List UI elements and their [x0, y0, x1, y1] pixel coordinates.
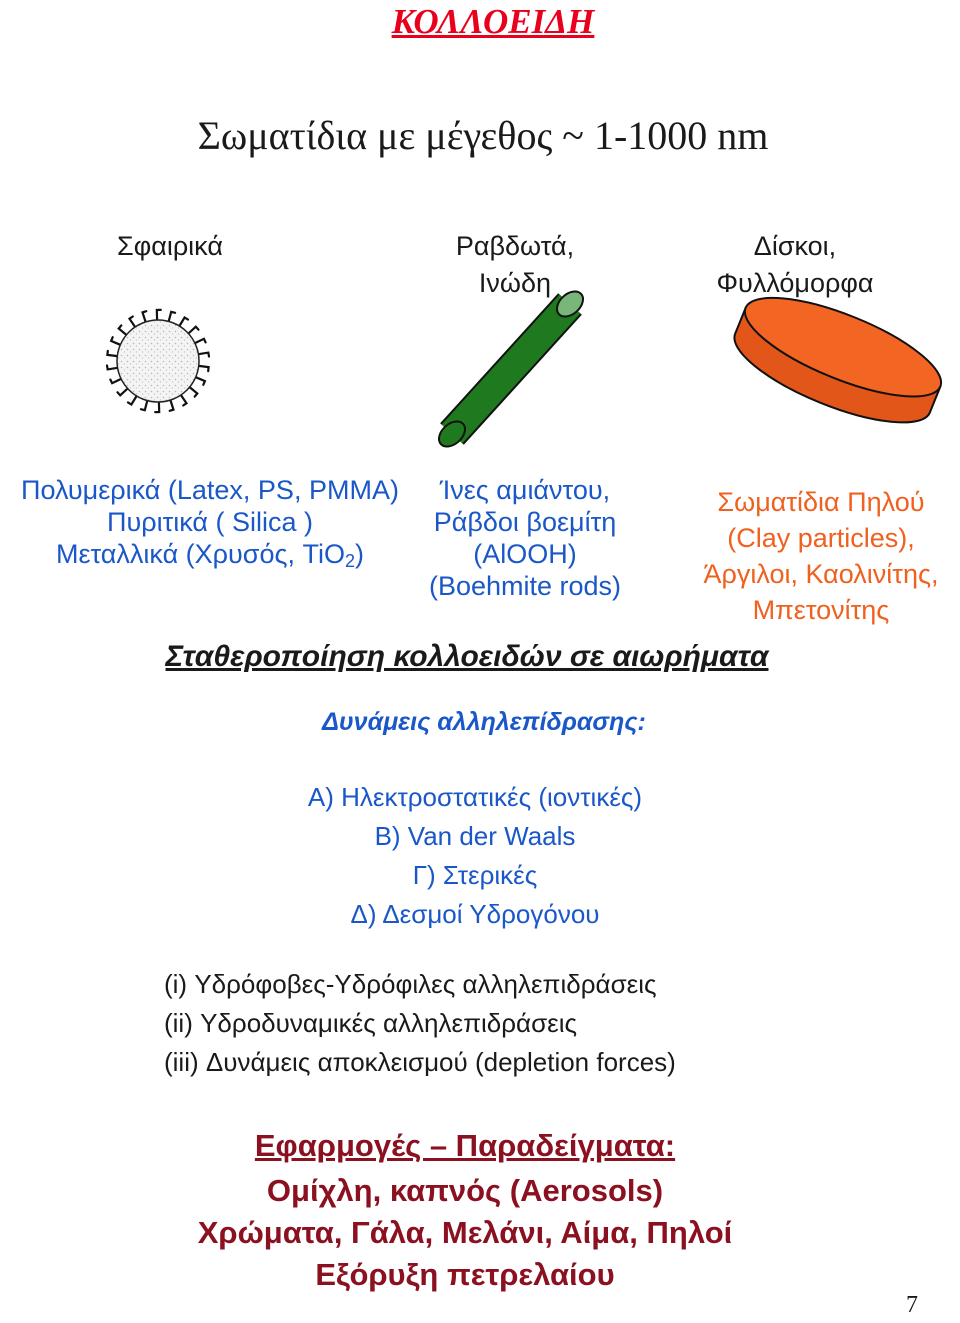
application-item: Ομίχλη, καπνός (Aerosols): [266, 1173, 664, 1208]
polymer-chain: [170, 400, 174, 411]
polymer-chain: [110, 379, 121, 383]
polymer-chain: [179, 318, 188, 327]
polymer-chain: [169, 312, 175, 322]
polymer-chain: [155, 402, 159, 412]
disc-particle-icon: [724, 276, 950, 448]
polymer-chain: [198, 353, 209, 357]
stabilization-heading: Σταθεροποίηση κολλοειδών σε αιωρήματα: [165, 640, 769, 673]
polymer-chain: [143, 311, 147, 322]
interaction-item: (ii) Υδροδυναμικές αλληλεπιδράσεις: [164, 1008, 578, 1038]
subtitle: Σωματίδια με μέγεθος ~ 1-1000 nm: [197, 113, 769, 158]
example-boehmite-en: (Boehmite rods): [428, 571, 622, 601]
polymer-chain: [195, 339, 206, 343]
example-clay-en: (Clay particles),: [727, 523, 915, 553]
label-rod-line2: Ινώδη: [478, 268, 552, 298]
polymer-chain: [141, 401, 147, 411]
polymer-chain: [157, 310, 161, 320]
force-item: Α) Ηλεκτροστατικές (ιοντικές): [307, 782, 643, 812]
polymer-chain: [199, 366, 209, 371]
example-metallic-suffix: ): [355, 539, 365, 569]
polymer-chain: [188, 327, 198, 334]
polymer-chain: [128, 396, 137, 405]
example-silica: Πυριτικά ( Silica ): [106, 507, 314, 537]
example-alooh: (AlOOH): [473, 539, 577, 569]
interaction-item: (i) Υδρόφοβες-Υδρόφιλες αλληλεπιδράσεις: [164, 969, 657, 999]
main-title: ΚΟΛΛΟΕΙΔΗ: [391, 2, 595, 41]
polymer-chain: [190, 387, 198, 397]
interactions-list: [164, 965, 676, 1082]
force-item: Γ) Στερικές: [412, 860, 538, 890]
polymer-chain: [107, 351, 117, 356]
force-item: Δ) Δεσμοί Υδρογόνου: [350, 899, 600, 929]
force-item: Β) Van der Waals: [374, 821, 576, 851]
polymer-chain: [130, 317, 136, 328]
polymer-chain: [111, 337, 120, 345]
examples-rod: [420, 474, 630, 602]
polymer-chain: [196, 377, 205, 385]
polymer-chain: [107, 366, 118, 370]
sphere-particle-icon: [96, 306, 226, 416]
example-metallic-sub: 2: [345, 551, 356, 571]
label-spherical-text: Σφαιρικά: [117, 231, 223, 261]
forces-heading: Δυνάμεις αλληλεπίδρασης:: [322, 708, 646, 736]
polymer-chain: [181, 395, 187, 406]
example-clay-gr: Σωματίδια Πηλού: [717, 487, 925, 517]
example-metallic: [0, 538, 420, 577]
applications-list: [0, 1170, 930, 1296]
polymer-chain: [118, 389, 128, 396]
examples-spherical: [0, 474, 420, 577]
rod-particle-icon: [428, 282, 600, 454]
label-disc-line1: Δίσκοι,: [753, 231, 837, 261]
application-item: Εξόρυξη πετρελαίου: [315, 1257, 615, 1292]
label-rod-line1: Ραβδωτά,: [455, 231, 575, 261]
label-spherical: [100, 228, 240, 265]
example-asbestos: Ίνες αμιάντου,: [439, 475, 611, 505]
example-kaolinite: Άργιλοι, Καολινίτης,: [703, 559, 939, 589]
forces-list: [0, 778, 950, 934]
label-disc-line2: Φυλλόμορφα: [716, 268, 874, 298]
application-item: Χρώματα, Γάλα, Μελάνι, Αίμα, Πηλοί: [197, 1215, 733, 1250]
page-number: 7: [906, 1292, 918, 1318]
example-bentonite: Μπετονίτης: [752, 595, 890, 625]
example-metallic-prefix: Μεταλλικά (Χρυσός, TiO: [55, 539, 345, 569]
interaction-item: (iii) Δυνάμεις αποκλεισμού (depletion forces): [164, 1047, 676, 1077]
applications-heading: Εφαρμογές – Παραδείγματα:: [254, 1128, 676, 1163]
polymer-chain: [119, 325, 127, 335]
example-polymeric: Πολυμερικά (Latex, PS, PMMA): [21, 475, 399, 505]
example-boehmite-gr: Ράβδοι βοεμίτη: [433, 507, 617, 537]
examples-disc: [690, 484, 952, 628]
